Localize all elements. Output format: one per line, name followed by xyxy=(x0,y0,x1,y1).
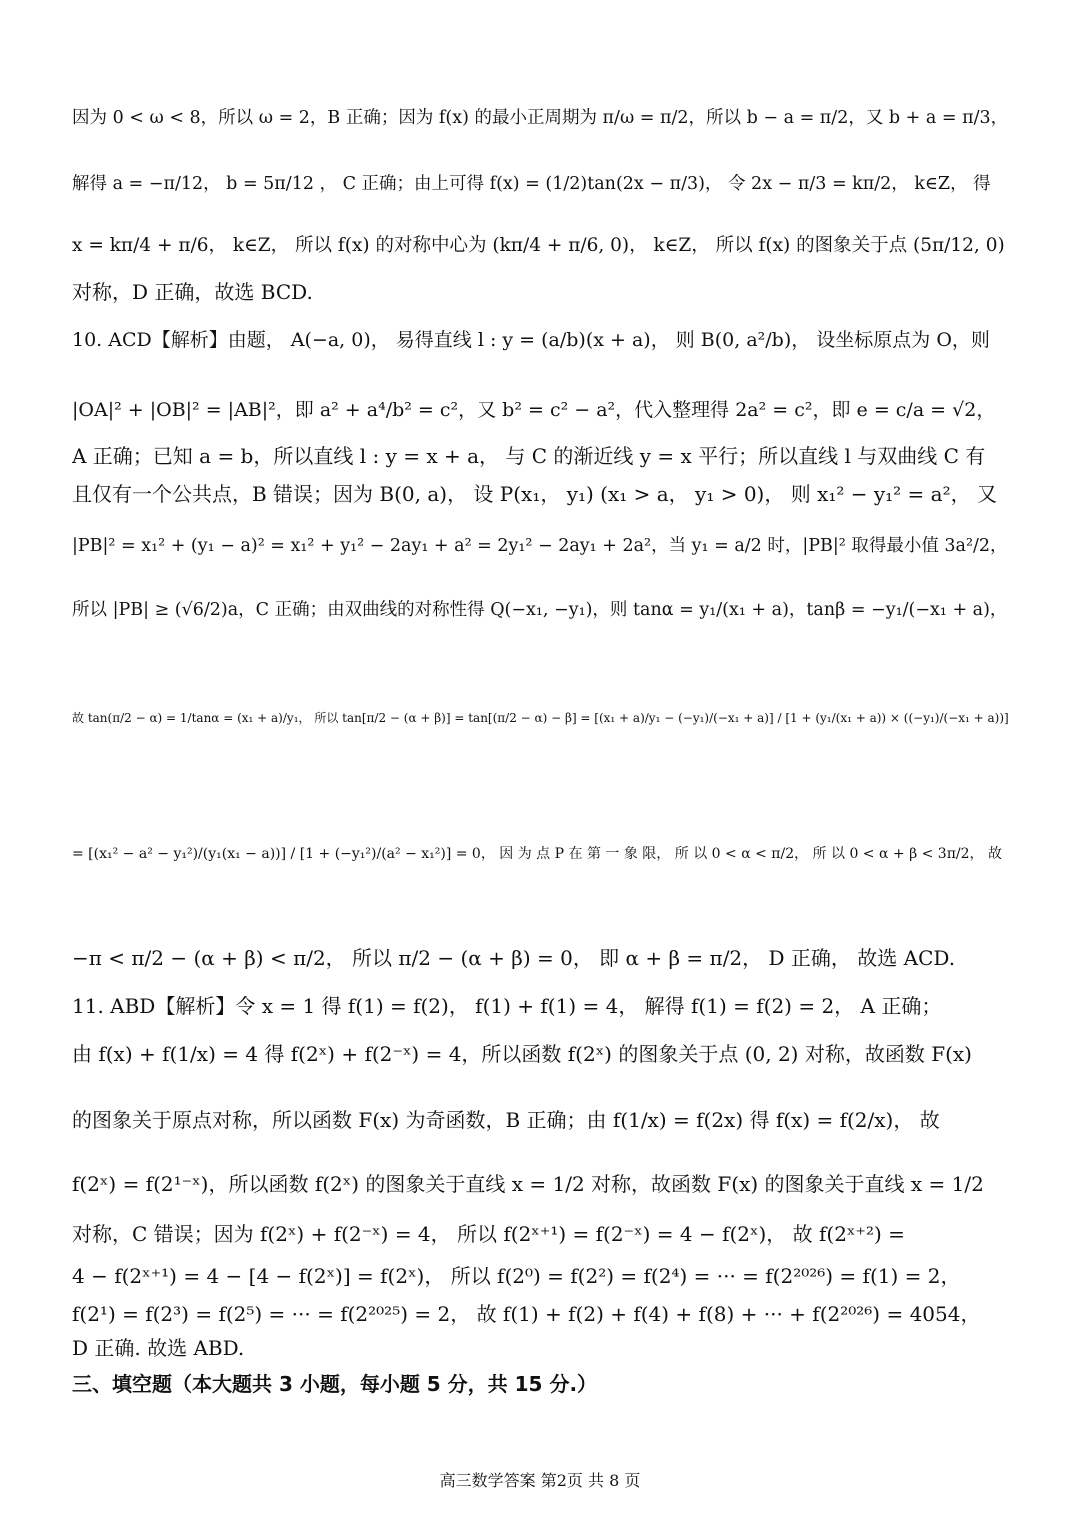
text-line: 11. ABD【解析】令 x = 1 得 f(1) = f(2)， f(1) + f(1) = 4， 解得 f(1) = f(2) = 2， A 正确； xyxy=(72,994,942,1018)
page-footer: 高三数学答案 第2页 共 8 页 xyxy=(439,1471,641,1490)
text-line: 4 − f(2ˣ⁺¹) = 4 − [4 − f(2ˣ)] = f(2ˣ)， 所以 f(2⁰) = f(2²) = f(2⁴) = ··· = f(2²⁰²⁶) = f(1) = 2， xyxy=(72,1264,961,1288)
text-line: 的图象关于原点对称，所以函数 F(x) 为奇函数，B 正确；由 f(1/x) = f(2x) 得 f(x) = f(2/x)， 故 xyxy=(72,1108,940,1132)
text-line: 对称，C 错误；因为 f(2ˣ) + f(2⁻ˣ) = 4， 所以 f(2ˣ⁺¹) = f(2⁻ˣ) = 4 − f(2ˣ)， 故 f(2ˣ⁺²) = xyxy=(72,1222,905,1246)
text-line: = [(x₁² − a² − y₁²)/(y₁(x₁ − a))] / [1 + (−y₁²)/(a² − x₁²)] = 0， 因 为 点 P 在 第 一 象 限， 所 以 0 < α < π/2， 所 以 0 < α + β < 3π/2， 故 xyxy=(72,846,1002,862)
text-line: D 正确. 故选 ABD. xyxy=(72,1336,245,1360)
text-line: 因为 0 < ω < 8，所以 ω = 2，B 正确；因为 f(x) 的最小正周期为 π/ω = π/2，所以 b − a = π/2，又 b + a = π/3， xyxy=(72,108,1009,128)
text-line: x = kπ/4 + π/6， k∈Z， 所以 f(x) 的对称中心为 (kπ/4 + π/6, 0)， k∈Z， 所以 f(x) 的图象关于点 (5π/12, 0) xyxy=(72,235,1005,256)
text-line: A 正确；已知 a = b，所以直线 l : y = x + a， 与 C 的渐近线 y = x 平行；所以直线 l 与双曲线 C 有 xyxy=(72,444,986,468)
text-line: 解得 a = −π/12， b = 5π/12 ， C 正确；由上可得 f(x) = (1/2)tan(2x − π/3)， 令 2x − π/3 = kπ/2， k∈Z， 得 xyxy=(72,174,991,194)
text-line: f(2¹) = f(2³) = f(2⁵) = ··· = f(2²⁰²⁵) = 2， 故 f(1) + f(2) + f(4) + f(8) + ··· + f(2²⁰²⁶) = 4054， xyxy=(72,1302,981,1326)
text-line: 10. ACD【解析】由题， A(−a, 0)， 易得直线 l : y = (a/b)(x + a)， 则 B(0, a²/b)， 设坐标原点为 O，则 xyxy=(72,329,990,351)
text-line: |OA|² + |OB|² = |AB|²，即 a² + a⁴/b² = c²，又 b² = c² − a²，代入整理得 2a² = c²，即 e = c/a = √2， xyxy=(72,399,996,421)
text-line: 对称，D 正确，故选 BCD. xyxy=(72,280,313,304)
section-heading: 三、填空题（本大题共 3 小题，每小题 5 分，共 15 分.） xyxy=(72,1372,598,1396)
text-line: 故 tan(π/2 − α) = 1/tanα = (x₁ + a)/y₁， 所以 tan[π/2 − (α + β)] = tan[(π/2 − α) − β] = [(x₁ + a)/y₁ − (−y₁)/(−x₁ + a)] / [1 + (y₁/(x₁ + a)) × ((−y₁)/(−x₁ + a))] xyxy=(72,711,1009,725)
text-line: 且仅有一个公共点，B 错误；因为 B(0, a)， 设 P(x₁， y₁) (x₁ > a， y₁ > 0)， 则 x₁² − y₁² = a²， 又 xyxy=(72,482,997,506)
text-line: −π < π/2 − (α + β) < π/2， 所以 π/2 − (α + β) = 0， 即 α + β = π/2， D 正确， 故选 ACD. xyxy=(72,946,956,970)
text-line: 所以 |PB| ≥ (√6/2)a，C 正确；由双曲线的对称性得 Q(−x₁, −y₁)，则 tanα = y₁/(x₁ + a)，tanβ = −y₁/(−x₁ + a)， xyxy=(72,600,1008,620)
text-line: 由 f(x) + f(1/x) = 4 得 f(2ˣ) + f(2⁻ˣ) = 4，所以函数 f(2ˣ) 的图象关于点 (0, 2) 对称，故函数 F(x) xyxy=(72,1042,972,1066)
text-line: |PB|² = x₁² + (y₁ − a)² = x₁² + y₁² − 2ay₁ + a² = 2y₁² − 2ay₁ + 2a²，当 y₁ = a/2 时，|PB|² 取得最小值 3a²/2， xyxy=(72,536,1008,556)
text-line: f(2ˣ) = f(2¹⁻ˣ)，所以函数 f(2ˣ) 的图象关于直线 x = 1/2 对称，故函数 F(x) 的图象关于直线 x = 1/2 xyxy=(72,1172,984,1196)
